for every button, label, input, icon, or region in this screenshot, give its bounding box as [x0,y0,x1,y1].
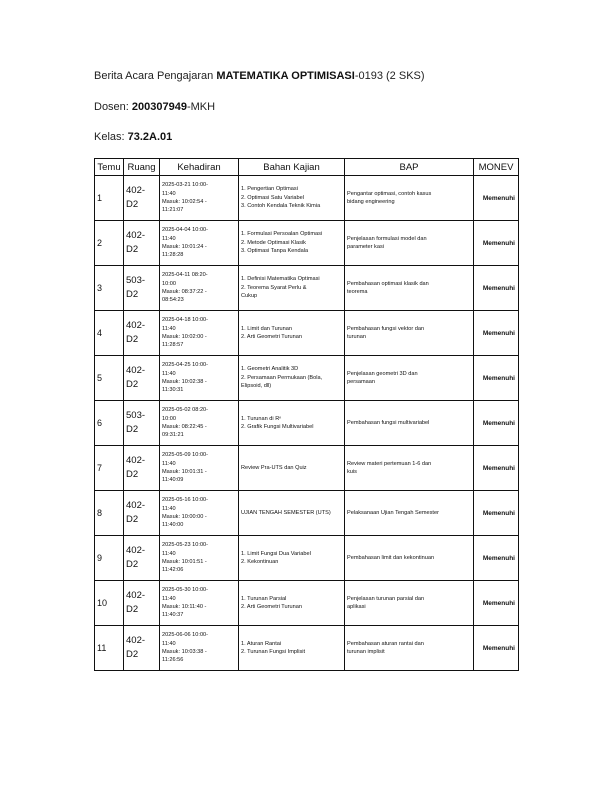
cell-line: 503- [126,410,146,421]
cell-line: 1. Turunan Parsial [241,595,287,602]
temu-cell: 9 [95,536,124,581]
cell-line: 11:28:57 [162,342,184,349]
cell-line: 09:31:21 [162,432,184,439]
temu-cell: 5 [95,356,124,401]
cell-line: D2 [126,199,139,210]
ruang-cell [124,221,160,266]
cell-line: 402- [126,635,146,646]
cell-line: Masuk: 08:22:45 - [162,424,207,430]
monev-cell: Memenuhi [474,311,519,356]
cell-line: Masuk: 10:02:54 - [162,199,207,205]
temu-cell: 6 [95,401,124,446]
cell-line: bidang engineering [347,199,395,205]
cell-line: Pembahasan fungsi multivariabel [347,419,430,426]
cell-line: 402- [126,455,146,466]
table-row [95,221,519,266]
cell-line: 11:40:37 [162,612,184,619]
kehadiran-cell [160,491,239,536]
cell-line: Pembahasan limit dan kekontinuan [347,554,435,561]
ruang-cell [124,536,160,581]
ruang-cell [124,356,160,401]
course-name: MATEMATIKA OPTIMISASI [216,70,355,82]
cell-line: 11:26:56 [162,657,184,664]
header-monev: MONEV [474,159,519,176]
cell-line: 3. Optimasi Tanpa Kendala [241,248,309,255]
cell-line: 11:40 [162,190,176,197]
ruang-cell [124,446,160,491]
cell-line: 2025-04-11 08:20- [162,272,208,279]
cell-line: UJIAN TENGAH SEMESTER (UTS) [241,509,331,516]
bap-cell [345,356,474,401]
cell-line: 11:40:09 [162,477,184,484]
cell-line: Cukup [241,293,258,300]
cell-line: Pembahasan optimasi klasik dan [347,280,429,287]
cell-line: kuis [347,469,357,475]
bahan-kajian-cell [239,446,345,491]
cell-line: 2025-04-18 10:00- [162,317,209,324]
bahan-kajian-cell [239,581,345,626]
cell-line: 1. Formulasi Persoalan Optimasi [241,231,323,238]
bap-cell [345,401,474,446]
bap-cell [345,536,474,581]
cell-line: Masuk: 10:03:38 - [162,649,207,655]
kehadiran-cell [160,581,239,626]
cell-line: 2025-05-02 08:20- [162,407,209,414]
cell-line: 2. Grafik Fungsi Multivariabel [241,424,314,430]
cell-line: 11:30:31 [162,387,184,394]
cell-line: 11:40 [162,370,176,377]
table-header-row [95,159,519,176]
bap-cell [345,446,474,491]
cell-line: Elipsoid, dll) [241,383,272,390]
ruang-cell [124,581,160,626]
bahan-kajian-cell [239,536,345,581]
cell-line: Masuk: 10:01:31 - [162,469,207,475]
bap-cell [345,176,474,221]
bahan-kajian-cell [239,356,345,401]
cell-line: 1. Limit Fungsi Dua Variabel [241,550,311,557]
cell-line: D2 [126,244,139,255]
bahan-kajian-cell [239,266,345,311]
cell-line: turunan [347,334,366,340]
lecturer-label: Dosen: [94,101,132,113]
temu-cell: 2 [95,221,124,266]
lecturer-id: 200307949 [131,101,187,113]
course-code: -0193 (2 SKS) [354,70,425,82]
monev-cell: Memenuhi [474,536,519,581]
cell-line: D2 [126,514,139,525]
bap-cell [345,581,474,626]
monev-cell: Memenuhi [474,446,519,491]
cell-line: Review Pra-UTS dan Quiz [241,464,307,471]
cell-line: Masuk: 10:02:00 - [162,334,207,340]
cell-line: Masuk: 10:11:40 - [162,604,207,610]
lecturer-line [94,101,215,113]
ruang-cell [124,311,160,356]
cell-line: D2 [126,379,139,390]
temu-cell: 4 [95,311,124,356]
cell-line: 2025-03-21 10:00- [162,182,209,189]
kehadiran-cell [160,311,239,356]
cell-line: 2025-05-23 10:00- [162,542,209,549]
lecturer-code: -MKH [186,101,216,113]
cell-line: 11:28:28 [162,252,184,259]
monev-cell: Memenuhi [474,266,519,311]
cell-line: 08:54:23 [162,297,184,304]
cell-line: 11:21:07 [162,207,184,214]
monev-cell: Memenuhi [474,491,519,536]
cell-line: 10:00 [162,280,176,287]
cell-line: 2025-06-06 10:00- [162,632,209,639]
cell-line: 503- [126,275,146,286]
monev-cell: Memenuhi [474,401,519,446]
cell-line: parameter kasi [347,244,384,250]
cell-line: D2 [126,469,139,480]
cell-line: Masuk: 10:01:51 - [162,559,207,565]
bahan-kajian-cell [239,176,345,221]
course-title-prefix: Berita Acara Pengajaran [94,70,217,82]
bap-cell [345,626,474,671]
temu-cell: 7 [95,446,124,491]
temu-cell: 1 [95,176,124,221]
course-title-line [94,70,425,82]
cell-line: Masuk: 10:02:38 - [162,379,207,385]
cell-line: Review materi pertemuan 1-6 dan [347,460,432,467]
cell-line: 402- [126,365,146,376]
cell-line: 1. Turunan di Rⁿ [241,415,282,422]
cell-line: 2. Kekontinuan [241,559,279,565]
monev-cell: Memenuhi [474,221,519,266]
table-row [95,446,519,491]
teaching-record-table [94,158,519,671]
ruang-cell [124,491,160,536]
cell-line: 402- [126,185,146,196]
table-row [95,536,519,581]
cell-line: Penjelasan geometri 3D dan [347,370,418,377]
cell-line: D2 [126,604,139,615]
cell-line: 11:40 [162,595,176,602]
cell-line: teorema [347,289,368,295]
bap-cell [345,491,474,536]
table-row [95,626,519,671]
ruang-cell [124,626,160,671]
cell-line: 2025-05-16 10:00- [162,497,209,504]
monev-cell: Memenuhi [474,356,519,401]
temu-cell: 11 [95,626,124,671]
cell-line: 402- [126,320,146,331]
cell-line: 11:40 [162,640,176,647]
cell-line: 402- [126,545,146,556]
table-row [95,176,519,221]
cell-line: 11:40 [162,550,176,557]
table-row [95,491,519,536]
bap-cell [345,266,474,311]
class-code: 73.2A.01 [127,131,173,143]
cell-line: 11:40 [162,505,176,512]
temu-cell: 8 [95,491,124,536]
cell-line: 2025-04-25 10:00- [162,362,209,369]
table-row [95,401,519,446]
cell-line: 11:40 [162,325,176,332]
cell-line: 2. Persamaan Permukaan (Bola, [241,374,323,381]
cell-line: D2 [126,424,139,435]
header-bahan-kajian: Bahan Kajian [239,159,345,176]
cell-line: 1. Geometri Analitik 3D [241,366,299,373]
cell-line: 2. Arti Geometri Turunan [241,604,302,610]
table-row [95,356,519,401]
cell-line: 1. Aturan Rantai [241,640,282,647]
cell-line: 11:40 [162,235,176,242]
kehadiran-cell [160,446,239,491]
bahan-kajian-cell [239,491,345,536]
cell-line: 2. Arti Geometri Turunan [241,334,302,340]
cell-line: 2. Teorema Syarat Perlu & [241,284,307,291]
cell-line: 2025-05-09 10:00- [162,452,209,459]
cell-line: 402- [126,590,146,601]
cell-line: persamaan [347,379,375,385]
kehadiran-cell [160,536,239,581]
cell-line: Penjelasan formulasi model dan [347,235,427,242]
cell-line: Masuk: 08:37:22 - [162,289,207,295]
cell-line: 1. Definisi Matematika Optimasi [241,276,320,283]
table-row [95,266,519,311]
monev-cell: Memenuhi [474,176,519,221]
table-row [95,581,519,626]
kehadiran-cell [160,176,239,221]
cell-line: 2025-04-04 10:00- [162,227,209,234]
kehadiran-cell [160,626,239,671]
ruang-cell [124,266,160,311]
cell-line: 2. Turunan Fungsi Implisit [241,649,306,655]
cell-line: 2025-05-30 10:00- [162,587,209,594]
kehadiran-cell [160,221,239,266]
bahan-kajian-cell [239,221,345,266]
bahan-kajian-cell [239,311,345,356]
cell-line: Penjelasan turunan parsial dan [347,595,425,602]
bap-cell [345,221,474,266]
cell-line: 11:42:06 [162,567,184,574]
class-line [94,131,172,143]
kehadiran-cell [160,356,239,401]
ruang-cell [124,176,160,221]
cell-line: D2 [126,559,139,570]
cell-line: 11:40:00 [162,522,184,529]
cell-line: 402- [126,230,146,241]
cell-line: 1. Pengertian Optimasi [241,186,298,193]
cell-line: 10:00 [162,415,176,422]
cell-line: 402- [126,500,146,511]
table-row [95,311,519,356]
cell-line: D2 [126,334,139,345]
cell-line: 1. Limit dan Turunan [241,325,292,332]
header-temu: Temu [95,159,124,176]
cell-line: Pembahasan fungsi vektor dan [347,325,425,332]
cell-line: D2 [126,289,139,300]
cell-line: aplikasi [347,604,366,610]
monev-cell: Memenuhi [474,626,519,671]
cell-line: 3. Contoh Kendala Teknik Kimia [241,203,321,210]
header-bap: BAP [345,159,474,176]
header-ruang: Ruang [124,159,160,176]
bahan-kajian-cell [239,626,345,671]
cell-line: Masuk: 10:01:24 - [162,244,207,250]
cell-line: D2 [126,649,139,660]
cell-line: turunan implisit [347,649,385,655]
ruang-cell [124,401,160,446]
cell-line: Pelaksanaan Ujian Tengah Semester [347,509,439,516]
cell-line: Pengantar optimasi, contoh kasus [347,190,432,197]
class-label: Kelas: [94,131,128,143]
temu-cell: 3 [95,266,124,311]
temu-cell: 10 [95,581,124,626]
kehadiran-cell [160,401,239,446]
cell-line: 2. Metode Optimasi Klasik [241,239,306,246]
monev-cell: Memenuhi [474,581,519,626]
bap-cell [345,311,474,356]
kehadiran-cell [160,266,239,311]
bahan-kajian-cell [239,401,345,446]
cell-line: 11:40 [162,460,176,467]
cell-line: 2. Optimasi Satu Variabel [241,194,305,201]
cell-line: Pembahasan aturan rantai dan [347,640,424,647]
header-kehadiran: Kehadiran [160,159,239,176]
cell-line: Masuk: 10:00:00 - [162,514,207,520]
